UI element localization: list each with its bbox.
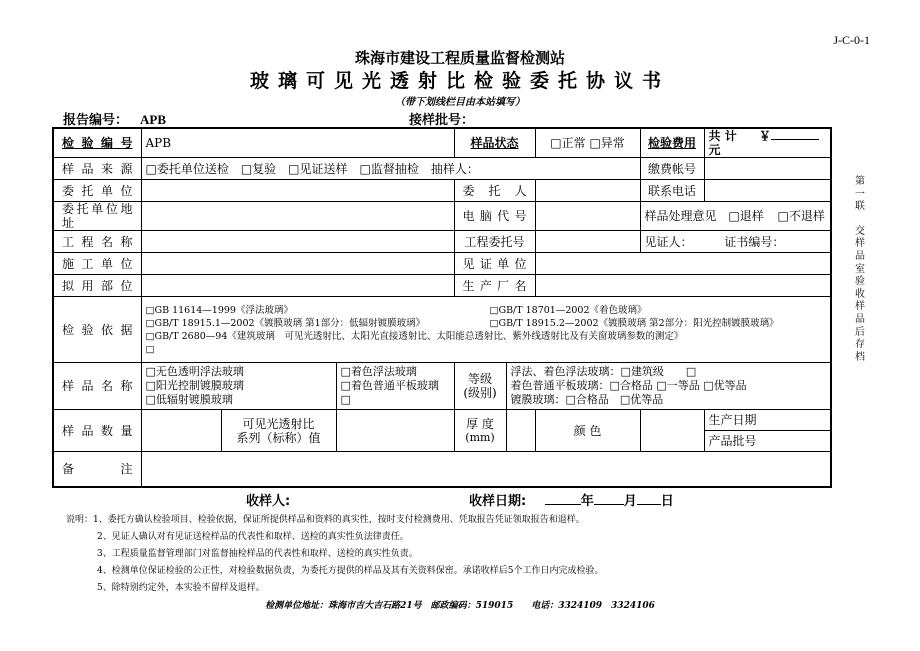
thickness-label [454,410,506,452]
row-client-address [53,202,831,231]
inspection-no-value[interactable]: APB [141,128,454,158]
testing-unit-address: 检测单位地址：珠海市吉大吉石路21号 邮政编码：519015 电话：3324109 3324106 [265,601,655,611]
status-normal-checkbox[interactable]: □正常 [550,136,586,150]
grade-label [454,363,506,410]
row-construction-unit [53,253,831,275]
sample-quantity-field[interactable] [141,410,221,452]
series-label-line2: 系列（标称）值 [236,430,321,445]
inspection-basis-options [141,297,831,363]
production-date [704,410,831,431]
witness-info [640,231,831,253]
inspection-no-label: 检 验 编 号 [53,128,141,158]
note-item: 2、见证人确认对有见证送检样品的代表性和取样、送检的真实性负法律责任。 [97,532,409,542]
row-project-name [53,231,831,253]
basis-gbt18915-1-checkbox[interactable]: □GB/T 18915.1—2002《镀膜玻璃 第1部分：低辐射镀膜玻璃》 [145,317,426,329]
row-intended-location [53,275,831,297]
phone-label: 联系电话 [640,180,704,202]
manufacturer-field[interactable] [535,275,831,297]
notes-prefix: 说明： [66,515,94,525]
product-batch-no-label: 产品批号 [708,434,757,448]
row-sample-name [53,363,831,410]
project-commission-no-label: 工程委托号 [454,231,535,253]
color-field[interactable] [640,410,704,452]
manufacturer-label: 生 产 厂 名 [454,275,535,297]
client-address-field[interactable] [141,202,454,231]
no-return-sample-checkbox[interactable]: □不退样 [777,209,825,223]
remarks-label: 备 注 [53,452,141,487]
note-item: 3、工程质量监督管理部门对监督抽检样品的代表性和取样、送检的真实性负责。 [97,549,418,559]
computer-code-label: 电 脑 代 号 [454,202,535,231]
receive-date [469,490,674,509]
fee-amount-field[interactable] [771,139,819,140]
client-unit-field[interactable] [141,180,454,202]
witness-unit-label: 见 证 单 位 [454,253,535,275]
grade-label-line2: (级别) [463,386,497,400]
sample-handling [640,202,831,231]
sample-quantity-label: 样 品 数 量 [53,410,141,452]
status-abnormal-checkbox[interactable]: □异常 [589,136,625,150]
year-field[interactable] [545,504,581,505]
payment-account-label: 缴费帐号 [640,158,704,180]
grade-float-options[interactable]: 浮法、着色浮法玻璃：□建筑级 □ [510,365,697,378]
product-batch-no [704,431,831,452]
sample-source-label: 样 品 来 源 [53,158,141,180]
client-unit-label: 委 托 单 位 [53,180,141,202]
witness-label: 见证人： [644,234,693,249]
batch-number [409,109,474,128]
copy-designation-side-text [853,176,867,364]
color-label: 颜 色 [535,410,640,452]
series-label-line1: 可见光透射比 [242,416,315,431]
currency-symbol: ￥ [758,129,771,143]
year-label: 年 [580,494,594,509]
computer-code-field[interactable] [535,202,640,231]
sample-status-options [535,128,640,158]
note-item: 5、除特别约定外，本实验不留样及退样。 [97,583,265,593]
report-number-value[interactable]: APB [140,112,167,127]
currency-unit: 元 [708,143,721,157]
production-date-label: 生产日期 [708,413,757,427]
construction-unit-label: 施 工 单 位 [53,253,141,275]
note-item: 4、检测单位保证检验的公正性，对检验数据负责，为委托方提供的样品及其有关资料保密。承诺收样后5个工作日内完成检验。 [97,566,604,576]
row-inspection-basis [53,297,831,363]
intended-location-label: 拟 用 部 位 [53,275,141,297]
total-label: 共 计 [708,129,737,143]
name-tinted-float-checkbox[interactable]: □着色浮法玻璃 [340,365,417,378]
receiver-label: 收样人: [246,494,291,509]
sample-name-label: 样 品 名 称 [53,363,141,410]
name-other-checkbox[interactable]: □ [340,393,351,406]
document-code: J-C-0-1 [833,33,870,47]
grade-options [506,363,831,410]
remarks-field[interactable] [141,452,831,487]
commission-form-table [52,127,832,488]
name-low-e-checkbox[interactable]: □低辐射镀膜玻璃 [145,393,233,406]
grade-label-line1: 等级 [468,372,493,386]
project-name-field[interactable] [141,231,454,253]
thickness-label-line2: (mm) [465,430,495,444]
basis-gbt2680-checkbox[interactable]: □GB/T 2680—94《建筑玻璃 可见光透射比、太阳光直接透射比、太阳能总透射比、紫外线透射比及有关窗玻璃参数的测定》 [145,330,684,342]
intended-location-field[interactable] [141,275,454,297]
row-inspection-no [53,128,831,158]
document-title: 玻璃可见光透射比检验委托协议书 [249,70,670,92]
construction-unit-field[interactable] [141,253,454,275]
row-sample-source [53,158,831,180]
organization-name: 珠海市建设工程质量监督检测站 [354,49,565,67]
client-address-label: 委托单位地址 [53,202,141,231]
copy-purpose: 交样品室验收样品后存档 [855,225,865,363]
copy-number: 第一联 [855,176,865,213]
receive-date-label: 收样日期: [469,494,527,509]
day-field[interactable] [637,504,661,505]
client-label: 委 托 人 [454,180,535,202]
row-client-unit [53,180,831,202]
witness-unit-field[interactable] [535,253,831,275]
inspection-basis-label: 检 验 依 据 [53,297,141,363]
report-number-label: 报告编号： [63,113,129,128]
project-commission-no-field[interactable] [535,231,640,253]
grade-coated-options[interactable]: 镀膜玻璃：□合格品 □优等品 [510,393,664,406]
fee-label: 检验费用 [640,128,704,158]
basis-other-checkbox[interactable]: □ [145,343,155,355]
fee-total [704,128,831,158]
client-field[interactable] [535,180,640,202]
payment-account-field[interactable] [704,158,831,180]
project-name-label: 工 程 名 称 [53,231,141,253]
basis-gbt18701-checkbox[interactable]: □GB/T 18701—2002《着色玻璃》 [489,304,647,316]
document-subtitle: （带下划线栏目由本站填写） [395,97,525,108]
report-number [63,109,166,128]
certificate-no-label: 证书编号： [724,234,785,249]
transmittance-series-field[interactable] [336,410,454,452]
grade-sheet-options[interactable]: 着色普通平板玻璃：□合格品 □一等品 □优等品 [510,379,747,392]
row-sample-quantity-a [53,410,831,431]
note-item: 1、委托方确认检验项目、检验依据，保证所提供样品和资料的真实性，按时支付检测费用、凭取报告凭证领取报告和退样。 [93,515,585,525]
phone-field[interactable] [704,180,831,202]
thickness-label-line1: 厚 度 [466,416,494,431]
month-field[interactable] [594,504,624,505]
sample-handling-label: 样品处理意见 [644,209,717,223]
row-remarks [53,452,831,487]
name-tinted-sheet-checkbox[interactable]: □着色普通平板玻璃 [340,379,439,392]
return-sample-checkbox[interactable]: □退样 [728,209,764,223]
transmittance-series-label [221,410,336,452]
day-label: 日 [660,494,674,509]
sample-name-options-left [141,363,336,410]
basis-gbt18915-2-checkbox[interactable]: □GB/T 18915.2—2002《镀膜玻璃 第2部分：阳光控制镀膜玻璃》 [489,317,779,329]
name-solar-control-checkbox[interactable]: □阳光控制镀膜玻璃 [145,379,244,392]
basis-gb11614-checkbox[interactable]: □GB 11614—1999《浮法玻璃》 [145,304,293,316]
sample-source-options[interactable]: □委托单位送检 □复验 □见证送样 □监督抽检 抽样人： [141,158,640,180]
name-clear-float-checkbox[interactable]: □无色透明浮法玻璃 [145,365,244,378]
batch-number-label: 接样批号： [409,113,475,128]
month-label: 月 [623,494,637,509]
instructions-notes [66,512,603,597]
sample-status-label: 样品状态 [454,128,535,158]
thickness-field[interactable] [506,410,535,452]
sample-name-options-right [336,363,454,410]
